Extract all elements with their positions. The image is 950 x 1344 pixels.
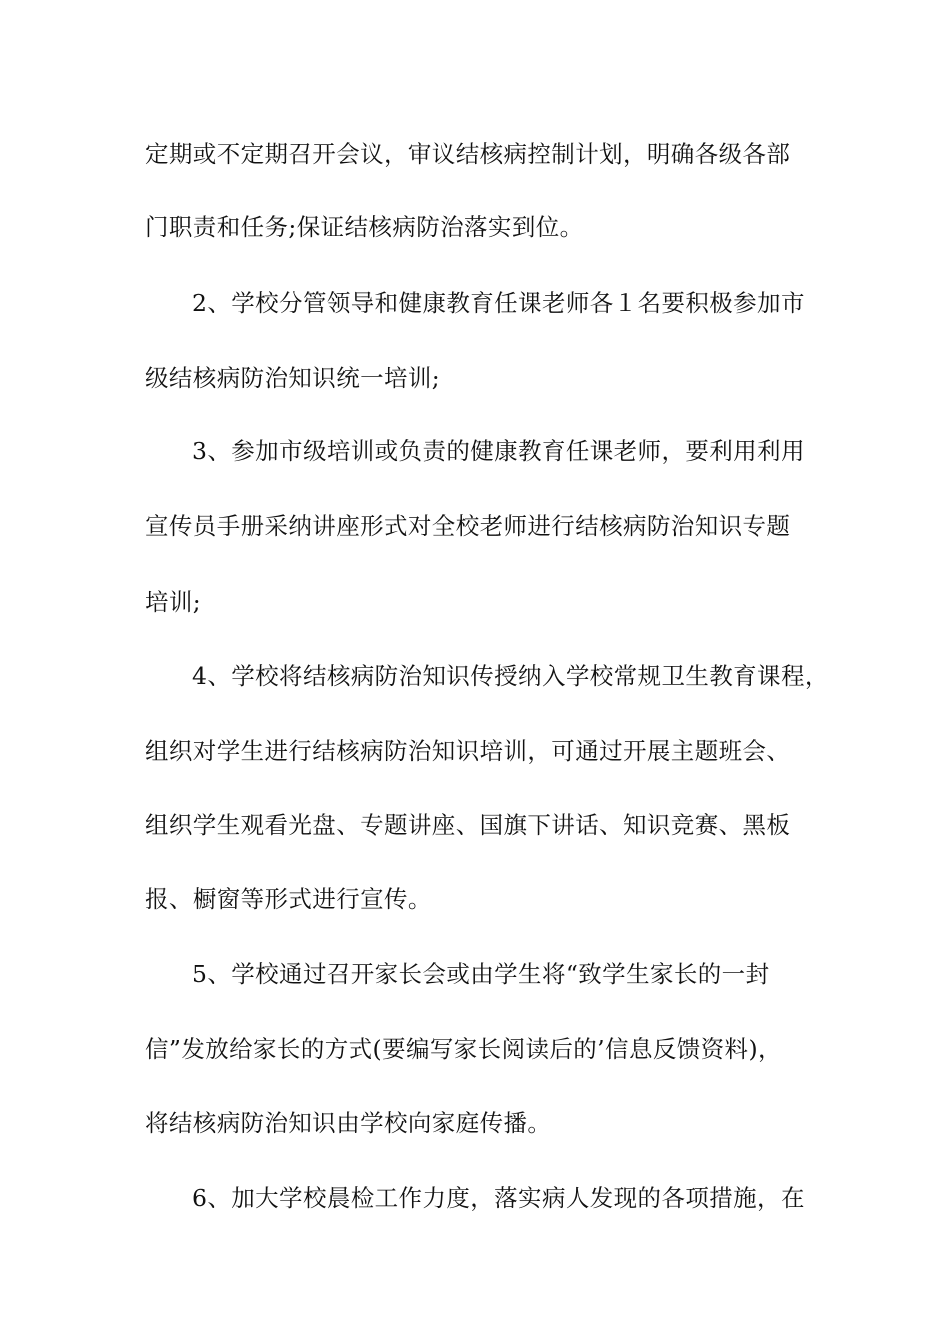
text-line: 报、橱窗等形式进行宣传。 (145, 885, 432, 913)
paragraph-5-line: 5、学校通过召开家长会或由学生将“致学生家长的一封 (192, 960, 770, 988)
text-line: 定期或不定期召开会议，审议结核病控制计划，明确各级各部 (145, 140, 791, 168)
text-line: 级结核病防治知识统一培训; (145, 364, 441, 392)
paragraph-4-line: 4、学校将结核病防治知识传授纳入学校常规卫生教育课程， (192, 662, 829, 690)
text-line: 信”发放给家长的方式(要编写家长阅读后的’信息反馈资料)， (145, 1035, 782, 1063)
paragraph-3-line: 3、参加市级培训或负责的健康教育任课老师，要利用利用 (192, 437, 805, 465)
text-line: 培训; (145, 588, 202, 616)
text-line: 组织对学生进行结核病防治知识培训，可通过开展主题班会、 (145, 737, 791, 765)
text-line: 宣传员手册采纳讲座形式对全校老师进行结核病防治知识专题 (145, 512, 791, 540)
paragraph-2-line: 2、学校分管领导和健康教育任课老师各１名要积极参加市 (192, 289, 805, 317)
paragraph-6-line: 6、加大学校晨检工作力度，落实病人发现的各项措施，在 (192, 1184, 805, 1212)
text-line: 门职责和任务;保证结核病防治落实到位。 (145, 213, 584, 241)
text-line: 组织学生观看光盘、专题讲座、国旗下讲话、知识竞赛、黑板 (145, 811, 791, 839)
text-line: 将结核病防治知识由学校向家庭传播。 (145, 1109, 552, 1137)
